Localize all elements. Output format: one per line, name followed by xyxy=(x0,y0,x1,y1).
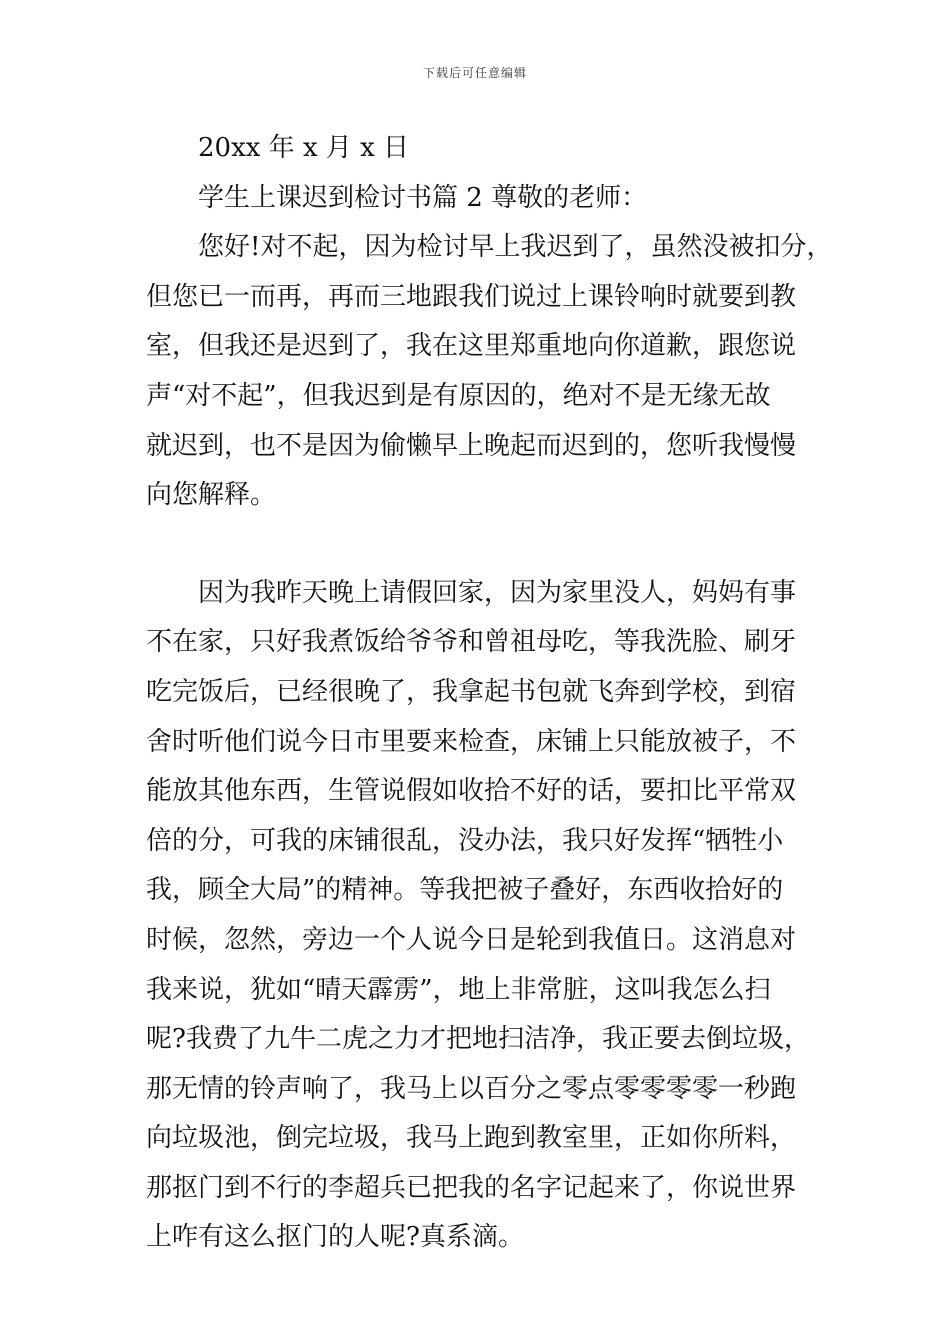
paragraph-line: 声“对不起”，但我迟到是有原因的，绝对不是无缘无故 xyxy=(146,380,771,411)
date-line: 20xx 年 x 月 x 日 xyxy=(198,133,410,163)
paragraph-line: 因为我昨天晚上请假回家，因为家里没人，妈妈有事 xyxy=(198,577,797,608)
paragraph-1 xyxy=(146,223,833,521)
paragraph-line: 上咋有这么抠门的人呢?真系滴。 xyxy=(146,1222,524,1253)
paragraph-line: 不在家，只好我煮饭给爷爷和曾祖母吃，等我洗脸、刷牙 xyxy=(146,627,797,658)
paragraph-line: 室，但我还是迟到了，我在这里郑重地向你道歉，跟您说 xyxy=(146,331,797,362)
paragraph-line: 我来说，犹如“晴天霹雳”，地上非常脏，这叫我怎么扫 xyxy=(146,974,771,1005)
paragraph-line: 就迟到，也不是因为偷懒早上晚起而迟到的，您听我慢慢 xyxy=(146,430,797,461)
paragraph-line: 呢?我费了九牛二虎之力才把地扫洁净，我正要去倒垃圾， xyxy=(146,1024,810,1055)
paragraph-2 xyxy=(146,569,822,1263)
paragraph-line: 那无情的铃声响了，我马上以百分之零点零零零零一秒跑 xyxy=(146,1073,797,1104)
paragraph-line: 那抠门到不行的李超兵已把我的名字记起来了，你说世界 xyxy=(146,1172,797,1203)
paragraph-line: 舍时听他们说今日市里要来检查，床铺上只能放被子，不 xyxy=(146,726,797,757)
paragraph-line: 您好!对不起，因为检讨早上我迟到了，虽然没被扣分， xyxy=(198,232,833,263)
paragraph-line: 能放其他东西，生管说假如收拾不好的话，要扣比平常双 xyxy=(146,776,797,807)
paragraph-line: 倍的分，可我的床铺很乱，没办法，我只好发挥“牺牲小 xyxy=(146,825,784,856)
document-body xyxy=(146,124,833,1263)
paragraph-line: 我，顾全大局”的精神。等我把被子叠好，东西收拾好的 xyxy=(146,875,784,906)
paragraph-line: 向垃圾池，倒完垃圾，我马上跑到教室里，正如你所料， xyxy=(146,1123,797,1154)
paragraph-line: 但您已一而再，再而三地跟我们说过上课铃响时就要到教 xyxy=(146,281,797,312)
page-header: 下载后可任意编辑 xyxy=(422,66,527,80)
paragraph-line: 向您解释。 xyxy=(146,480,277,511)
letter-title: 学生上课迟到检讨书篇 2 尊敬的老师： xyxy=(198,182,648,213)
paragraph-line: 吃完饭后，已经很晚了，我拿起书包就飞奔到学校，到宿 xyxy=(146,676,797,707)
paragraph-gap xyxy=(146,521,822,569)
paragraph-line: 时候，忽然，旁边一个人说今日是轮到我值日。这消息对 xyxy=(146,924,797,955)
